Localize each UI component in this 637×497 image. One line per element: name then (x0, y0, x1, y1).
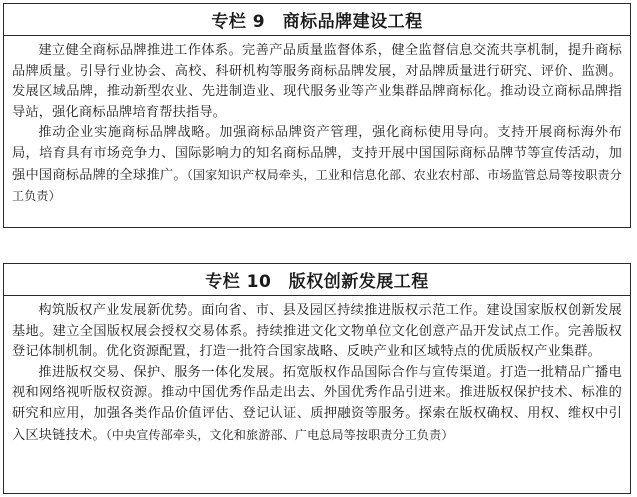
paragraph-trademark-system (12, 41, 622, 123)
column-header (4, 264, 630, 296)
paragraph-text: 推进版权交易、保护、服务一体化发展。拓宽版权作品国际合作与宣传渠道。打造一批精品广播电视和网络视听版权资源。推动中国优秀作品走出去、外国优秀作品引进来。推进版权保护技术、标准的研究和应用，加强各类作品价值评估、登记认证、质押融资等服务。探索在版权确权、用权、维权中引入区块链技术。 (12, 364, 622, 443)
paragraph-text: 构筑版权产业发展新优势。面向省、市、县及园区持续推进版权示范工作。建设国家版权创新发展基地。建立全国版权展会授权交易体系。持续推进文化文物单位文化创意产品开发试点工作。完善版权登记体制机制。优化资源配置，打造一批符合国家战略、反映产业和区域特点的优质版权产业集群。 (12, 303, 622, 360)
responsibility-note: （国家知识产权局牵头，工业和信息化部、农业农村部、市场监管总局等按职责分工负责） (12, 167, 622, 204)
paragraph-trademark-strategy (12, 123, 622, 207)
column-box-10 (3, 263, 631, 494)
responsibility-note: （中央宣传部牵头，文化和旅游部、广电总局等按职责分工负责） (105, 427, 454, 442)
paragraph-text: 推动企业实施商标品牌战略。加强商标品牌资产管理，强化商标使用导向。支持开展商标海外布局，培育具有市场竞争力、国际影响力的知名商标品牌，支持开展中国国际商标品牌节等宣传活动，加强中国商标品牌的全球推广。 (12, 125, 622, 183)
paragraph-copyright-trade (12, 363, 622, 446)
column-header (4, 4, 630, 36)
column-body (4, 296, 630, 446)
column-title: 专栏 10 版权创新发展工程 (205, 272, 429, 292)
paragraph-copyright-industry (12, 301, 622, 363)
column-body (4, 36, 630, 208)
column-box-9 (3, 3, 631, 228)
paragraph-text: 建立健全商标品牌推进工作体系。完善产品质量监督体系，健全监督信息交流共享机制，提升商标品牌质量。引导行业协会、高校、科研机构等服务商标品牌发展，对品牌质量进行研究、评价、监测。发展区域品牌，推动新型农业、先进制造业、现代服务业等产业集群品牌商标化。推动设立商标品牌指导站，强化商标品牌培育帮扶指导。 (12, 43, 622, 120)
column-title: 专栏 9 商标品牌建设工程 (211, 12, 423, 32)
